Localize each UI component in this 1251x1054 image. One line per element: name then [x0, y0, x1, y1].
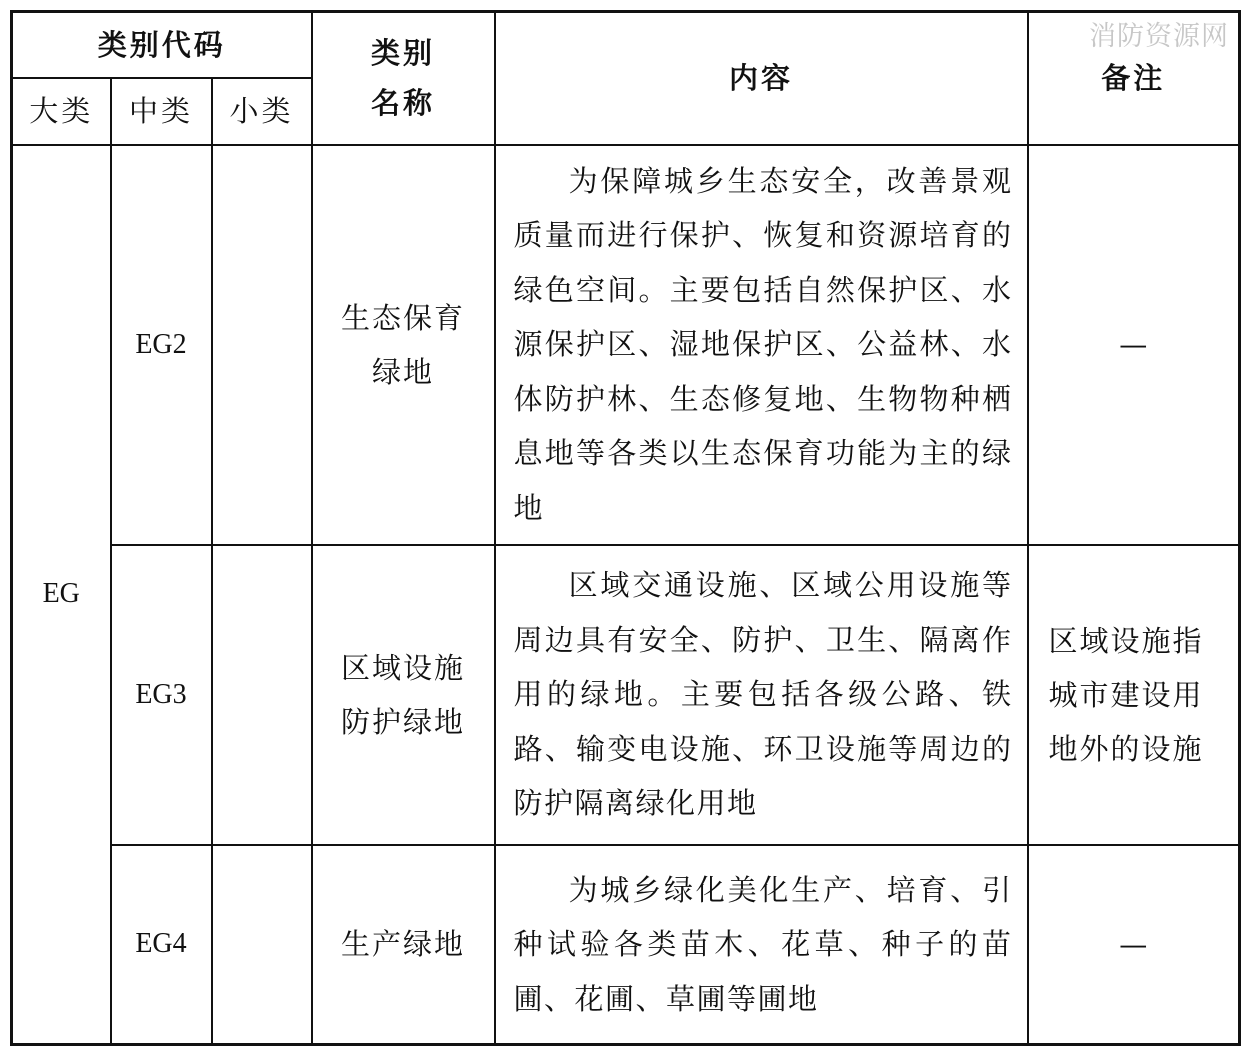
row-name-line1: 生态保育: [341, 300, 466, 335]
row-name-line1: 生产绿地: [341, 927, 466, 962]
row-name-line1: 区域设施: [341, 650, 466, 685]
classification-table: [10, 10, 1241, 1046]
watermark: 消防资源网: [1089, 21, 1229, 52]
row-note: 区域设施指城市建设用地外的设施: [1028, 545, 1240, 845]
header-content: 内容: [495, 12, 1028, 145]
row-minor-code: [212, 845, 312, 1045]
row-note: —: [1028, 845, 1240, 1045]
row-content: 为保障城乡生态安全，改善景观质量而进行保护、恢复和资源培育的绿色空间。主要包括自然保护区、水源保护区、湿地保护区、公益林、水体防护林、生态修复地、生物物种栖息地等各类以生态保育功能为主的绿地: [495, 145, 1028, 545]
row-code: EG4: [111, 845, 212, 1045]
row-content: 区域交通设施、区域公用设施等周边具有安全、防护、卫生、隔离作用的绿地。主要包括各级公路、铁路、输变电设施、环卫设施等周边的防护隔离绿化用地: [495, 545, 1028, 845]
header-name-line1: 类别: [371, 36, 436, 71]
row-name-line2: 防护绿地: [341, 704, 466, 739]
header-major: 大类: [12, 78, 111, 145]
major-code: EG: [12, 145, 111, 1045]
row-name: [312, 145, 495, 545]
row-minor-code: [212, 545, 312, 845]
row-code: EG2: [111, 145, 212, 545]
row-name: [312, 845, 495, 1045]
row-minor-code: [212, 145, 312, 545]
row-note: —: [1028, 145, 1240, 545]
row-name-line2: 绿地: [372, 354, 435, 389]
row-code: EG3: [111, 545, 212, 845]
header-medium: 中类: [111, 78, 212, 145]
header-note: 备注: [1028, 12, 1240, 145]
row-name: [312, 545, 495, 845]
table-row: [12, 145, 1240, 545]
table-row: [12, 845, 1240, 1045]
header-code-group: 类别代码: [12, 12, 312, 78]
header-name-line2: 名称: [371, 86, 436, 121]
row-content: 为城乡绿化美化生产、培育、引种试验各类苗木、花草、种子的苗圃、花圃、草圃等圃地: [495, 845, 1028, 1045]
header-minor: 小类: [212, 78, 312, 145]
header-name: [312, 12, 495, 145]
table-row: [12, 545, 1240, 845]
